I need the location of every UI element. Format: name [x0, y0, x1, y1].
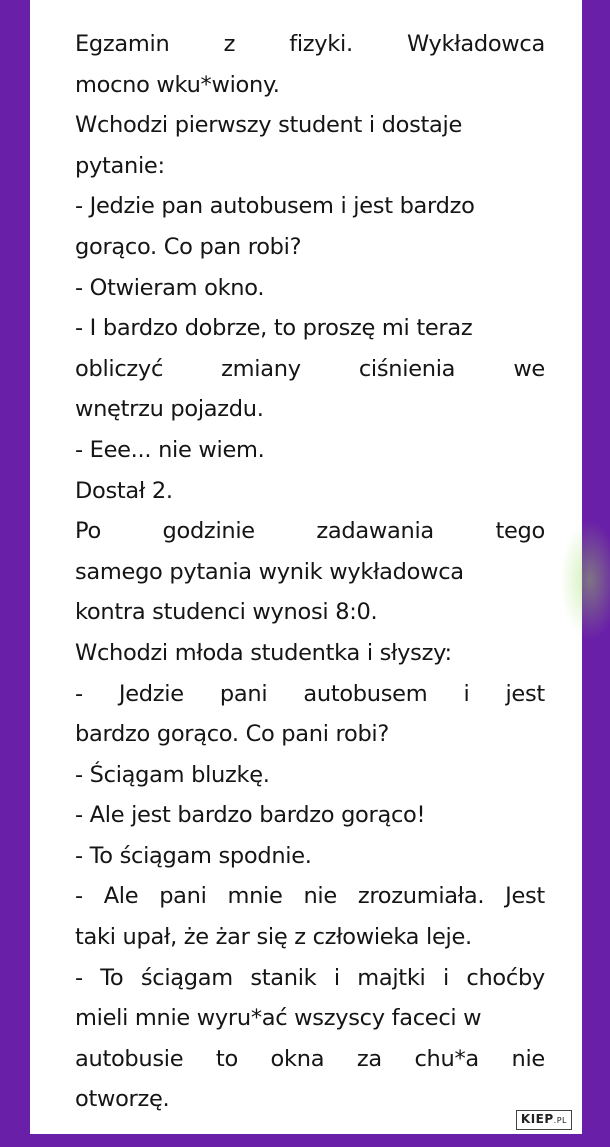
watermark-main: KIEP [520, 1112, 554, 1126]
joke-line: mocno wku*wiony. [75, 71, 280, 98]
joke-line: obliczyć zmiany ciśnienia we [75, 355, 545, 382]
joke-line: - Ściągam bluzkę. [75, 761, 270, 788]
joke-text [75, 24, 545, 1120]
joke-line: wnętrzu pojazdu. [75, 396, 264, 423]
joke-line: mieli mnie wyru*ać wszyscy faceci w [75, 1005, 482, 1032]
joke-line: bardzo gorąco. Co pani robi? [75, 721, 390, 748]
joke-line: - Eee... nie wiem. [75, 436, 265, 463]
watermark-suffix: .PL [553, 1116, 567, 1125]
watermark-logo [516, 1110, 572, 1130]
joke-line: otworzę. [75, 1086, 170, 1113]
card-bottom-border [30, 1134, 582, 1147]
joke-line: taki upał, że żar się z człowieka leje. [75, 924, 472, 951]
joke-line: - Ale pani mnie nie zrozumiała. Jest [75, 883, 545, 910]
joke-line: - Otwieram okno. [75, 274, 265, 301]
joke-line: kontra studenci wynosi 8:0. [75, 599, 378, 626]
joke-line: Egzamin z fizyki. Wykładowca [75, 31, 545, 57]
joke-line: autobusie to okna za chu*a nie [75, 1045, 545, 1072]
joke-line: - To ściągam stanik i majtki i choćby [75, 964, 545, 991]
joke-line: Wchodzi pierwszy student i dostaje [75, 112, 463, 139]
joke-line: - Jedzie pani autobusem i jest [75, 680, 545, 707]
joke-line: - Ale jest bardzo bardzo gorąco! [75, 802, 426, 829]
joke-line: Po godzinie zadawania tego [75, 518, 545, 545]
joke-line: - To ściągam spodnie. [75, 842, 312, 869]
joke-line: Wchodzi młoda studentka i słyszy: [75, 639, 452, 666]
joke-line: pytanie: [75, 152, 165, 179]
joke-line: - I bardzo dobrze, to proszę mi teraz [75, 315, 473, 342]
joke-line: - Jedzie pan autobusem i jest bardzo [75, 193, 475, 220]
side-glow [560, 520, 610, 640]
joke-line: Dostał 2. [75, 477, 173, 504]
joke-line: gorąco. Co pan robi? [75, 233, 302, 260]
joke-line: samego pytania wynik wykładowca [75, 558, 464, 585]
